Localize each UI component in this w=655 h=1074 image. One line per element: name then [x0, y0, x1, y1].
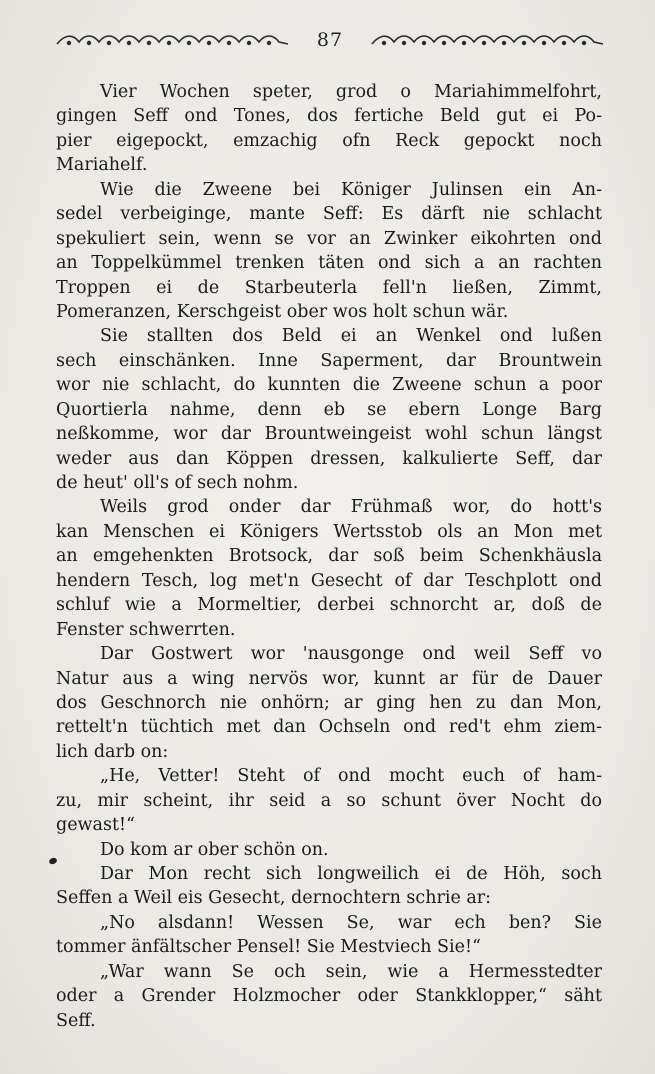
body-text [56, 80, 602, 1033]
text-line: zu, mir scheint, ihr seid a so schunt över Nocht do [56, 790, 602, 811]
text-line: hendern Tesch, log met'n Gesecht of dar Teschplott ond [56, 570, 602, 591]
paragraph [56, 960, 602, 1033]
text-line: Wie die Zweene bei Königer Julinsen ein An- [100, 179, 602, 200]
text-line: sedel verbeiginge, mante Seff: Es därft nie schlacht [56, 204, 602, 225]
paragraph [56, 838, 602, 862]
paragraph [56, 324, 602, 495]
text-line: Seff. [56, 1010, 96, 1031]
text-line: Do kom ar ober schön on. [100, 839, 329, 860]
text-line: gingen Seff ond Tones, dos fertiche Beld gut ei Po- [56, 106, 602, 127]
text-line: wor nie schlacht, do kunnten die Zweene schun a poor [56, 375, 602, 396]
paragraph [56, 495, 602, 642]
text-line: weder aus dan Köppen dressen, kalkulierte Seff, dar [56, 448, 602, 469]
text-line: pier eigepockt, emzachig ofn Reck gepockt noch [56, 130, 602, 151]
paragraph [56, 862, 602, 911]
paragraph [56, 80, 602, 178]
text-line: dos Geschnorch nie onhörn; ar ging hen zu dan Mon, [56, 692, 602, 713]
text-line: Weils grod onder dar Frühmaß wor, do hott's [100, 497, 602, 518]
paragraph [56, 178, 602, 325]
text-line: Vier Wochen speter, grod o Mariahimmelfohrt, [100, 82, 602, 102]
text-line: Dar Gostwert wor 'nausgonge ond weil Seff vo [100, 644, 602, 665]
ornament-border-right-icon [370, 32, 605, 48]
text-line: Pomeranzen, Kerschgeist ober wos holt schun wär. [56, 301, 509, 322]
text-line: an emgehenkten Brotsock, dar soß beim Schenkhäusla [56, 546, 602, 567]
text-line: tommer änfältscher Pensel! Sie Mestviech Sie!“ [56, 937, 481, 958]
text-line: „War wann Se och sein, wie a Hermesstedter [100, 961, 602, 982]
text-line: „He, Vetter! Steht of ond mocht euch of ham- [100, 766, 602, 787]
paragraph [56, 764, 602, 837]
text-line: Mariahelf. [56, 155, 148, 176]
text-line: rettelt'n tüchtich met dan Ochseln ond red't ehm ziem- [56, 717, 602, 738]
text-line: schluf wie a Mormeltier, derbei schnorcht ar, doß de [56, 595, 602, 616]
text-line: Sie stallten dos Beld ei an Wenkel ond lußen [100, 326, 602, 347]
text-line: Dar Mon recht sich longweilich ei de Höh, soch [100, 864, 602, 884]
text-line: kan Menschen ei Königers Wertsstob ols an Mon met [56, 521, 602, 542]
ornament-border-left-icon [55, 32, 290, 48]
text-line: de heut' oll's of sech nohm. [56, 473, 299, 493]
page-number: 87 [316, 29, 344, 51]
text-line: Fenster schwerrten. [56, 619, 236, 640]
text-line: Natur aus a wing nervös wor, kunnt ar für de Dauer [56, 668, 602, 689]
paragraph [56, 911, 602, 960]
text-line: gewast!“ [56, 815, 135, 836]
text-line: oder a Grender Holzmocher oder Stankklopper,“ säht [56, 986, 602, 1007]
text-line: Troppen ei de Starbeuterla fell'n ließen, Zimmt, [56, 277, 602, 298]
paragraph [56, 642, 602, 764]
page-header [55, 26, 605, 54]
text-line: spekuliert sein, wenn se vor an Zwinker eikohrten ond [56, 228, 602, 249]
text-line: Seffen a Weil eis Gesecht, dernochtern schrie ar: [56, 888, 492, 909]
text-line: lich darb on: [56, 741, 169, 762]
text-line: an Toppelkümmel trenken täten ond sich a an rachten [56, 253, 602, 274]
text-line: Quortierla nahme, denn eb se ebern Longe Barg [56, 399, 602, 420]
text-line: „No alsdann! Wessen Se, war ech ben? Sie [100, 912, 602, 933]
text-line: sech einschänken. Inne Saperment, dar Brountwein [56, 350, 602, 371]
text-line: neßkomme, wor dar Brountweingeist wohl schun längst [56, 424, 602, 445]
